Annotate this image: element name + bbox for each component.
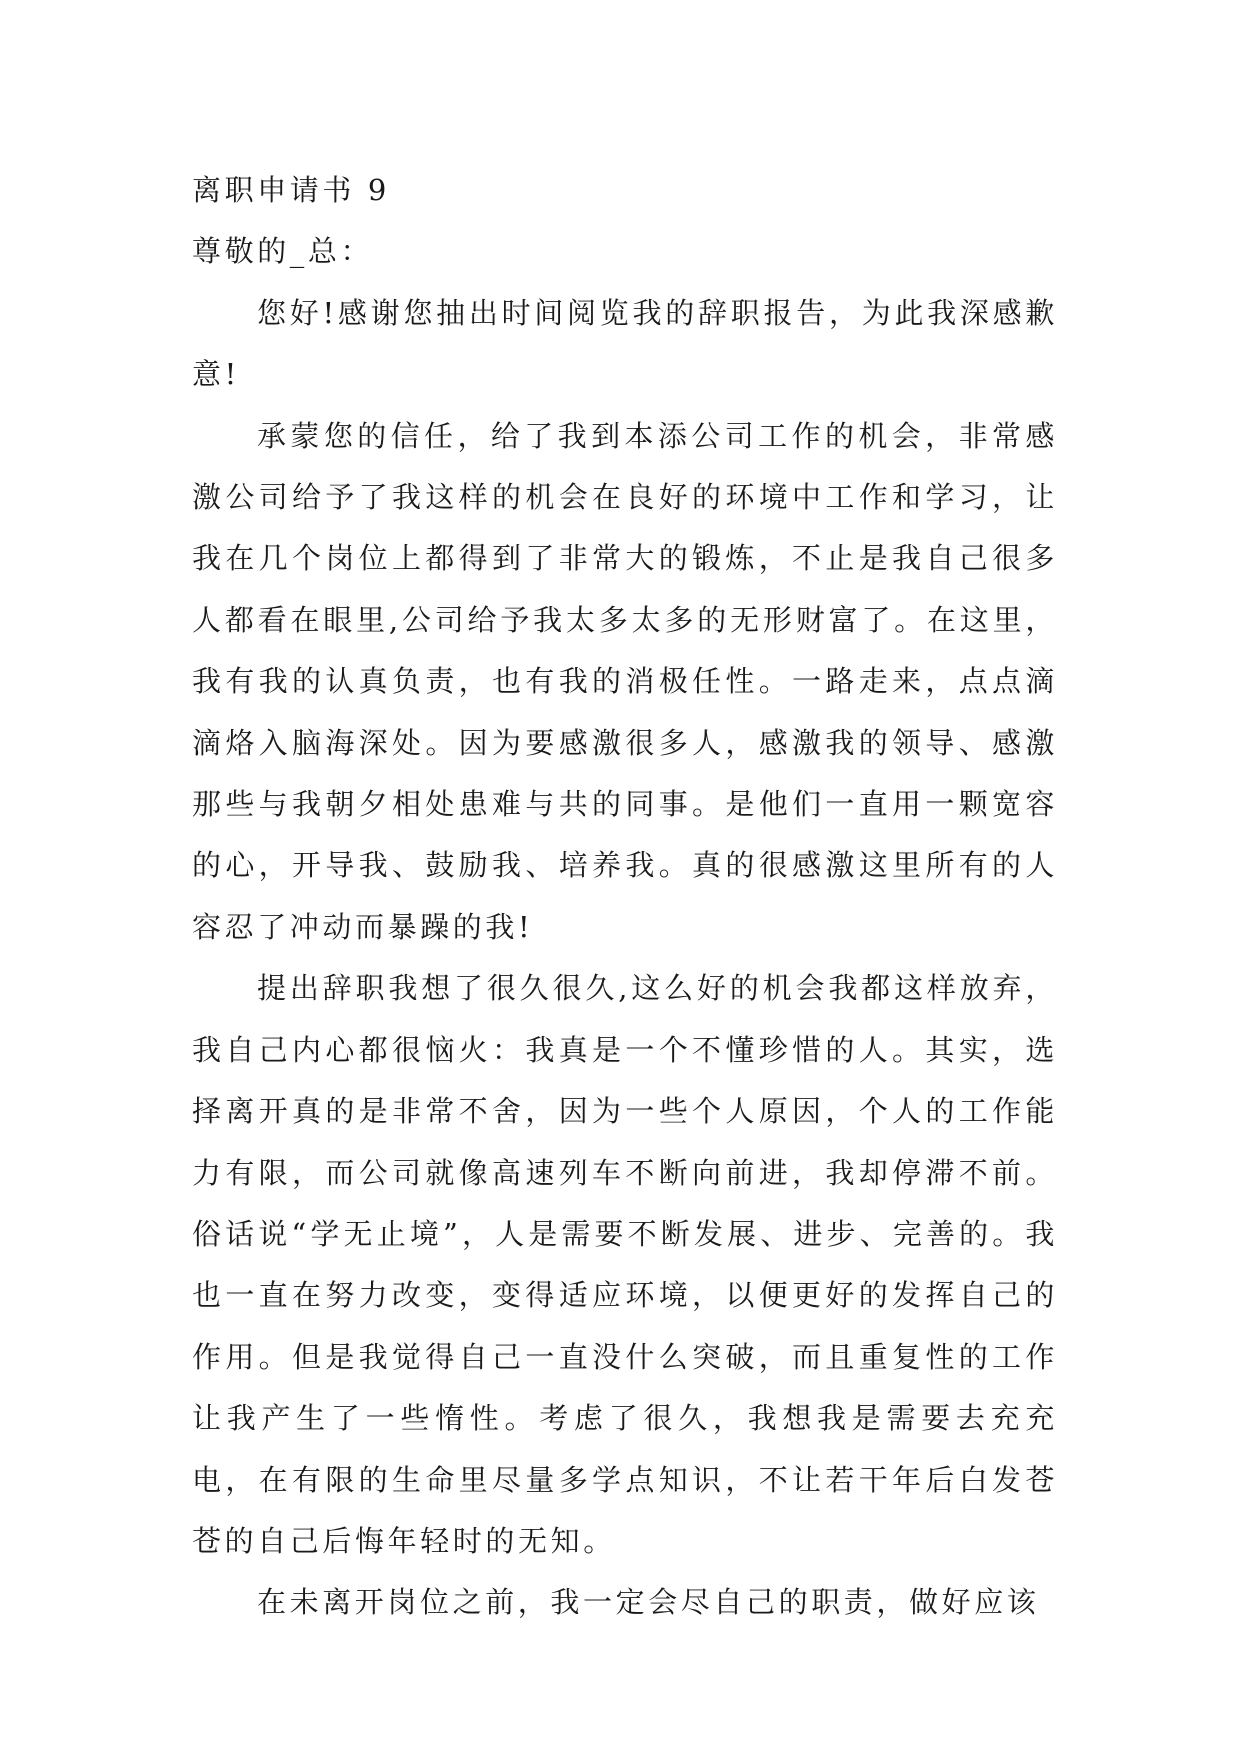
paragraph-gratitude: 承蒙您的信任，给了我到本添公司工作的机会，非常感激公司给予了我这样的机会在良好的环境中工作和学习，让我在几个岗位上都得到了非常大的锻炼，不止是我自己很多人都看在眼里,公司给予我太多太多的无形财富了。在这里，我有我的认真负责，也有我的消极任性。一路走来，点点滴滴烙入脑海深处。因为要感激很多人，感激我的领导、感激那些与我朝夕相处患难与共的同事。是他们一直用一颗宽容的心，开导我、鼓励我、培养我。真的很感激这里所有的人容忍了冲动而暴躁的我!	[192, 418, 1058, 944]
paragraph-commitment: 在未离开岗位之前，我一定会尽自己的职责，做好应该	[257, 1585, 1040, 1620]
paragraph-reason: 提出辞职我想了很久很久,这么好的机会我都这样放弃，我自己内心都很恼火：我真是一个不懂珍惜的人。其实，选择离开真的是非常不舍，因为一些个人原因，个人的工作能力有限，而公司就像高速列车不断向前进，我却停滞不前。俗话说“学无止境”，人是需要不断发展、进步、完善的。我也一直在努力改变，变得适应环境，以便更好的发挥自己的作用。但是我觉得自己一直没什么突破，而且重复性的工作让我产生了一些惰性。考虑了很久，我想我是需要去充充电，在有限的生命里尽量多学点知识，不让若干年后白发苍苍的自己后悔年轻时的无知。	[192, 971, 1058, 1558]
document-title: 离职申请书 9	[192, 173, 390, 207]
paragraph-greeting: 您好!感谢您抽出时间阅览我的辞职报告，为此我深感歉意!	[192, 295, 1058, 392]
document-body	[192, 160, 1058, 1634]
salutation: 尊敬的_总：	[192, 234, 374, 269]
